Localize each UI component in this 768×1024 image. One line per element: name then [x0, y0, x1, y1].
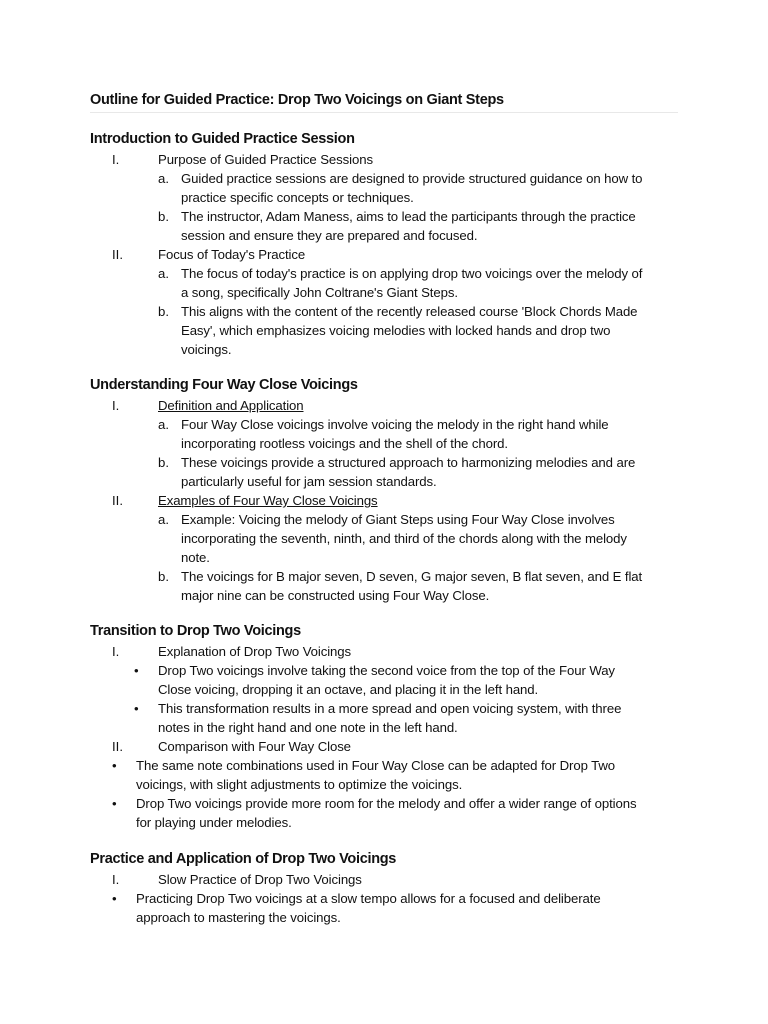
subitem-marker: b.	[158, 569, 169, 584]
bullet-text: Close voicing, dropping it an octave, and placing it in the left hand.	[158, 682, 539, 697]
bullet-icon: •	[112, 796, 117, 811]
item-label: Focus of Today's Practice	[158, 247, 306, 262]
subitem-text: Example: Voicing the melody of Giant Steps using Four Way Close involves	[181, 512, 615, 527]
item-numeral: I.	[112, 644, 120, 659]
subitem-text: particularly useful for jam session standards.	[181, 474, 437, 489]
subitem-text: session and ensure they are prepared and focused.	[181, 228, 478, 243]
subitem-marker: a.	[158, 266, 169, 281]
bullet-text: approach to mastering the voicings.	[136, 910, 341, 925]
subitem-text: incorporating rootless voicings and the shell of the chord.	[181, 436, 508, 451]
subitem-marker: b.	[158, 304, 169, 319]
bullet-text: notes in the right hand and one note in the left hand.	[158, 720, 458, 735]
subitem-text: This aligns with the content of the recently released course 'Block Chords Made	[181, 304, 638, 319]
subitem-text: The instructor, Adam Maness, aims to lead the participants through the practice	[181, 209, 636, 224]
subitem-marker: b.	[158, 209, 169, 224]
bullet-icon: •	[134, 663, 139, 678]
title-divider	[90, 112, 678, 113]
item-numeral: I.	[112, 398, 120, 413]
item-label: Slow Practice of Drop Two Voicings	[158, 872, 362, 887]
item-numeral: II.	[112, 247, 123, 262]
item-label: Examples of Four Way Close Voicings	[158, 493, 378, 508]
item-numeral: II.	[112, 493, 123, 508]
subitem-marker: a.	[158, 171, 169, 186]
subitem-text: The voicings for B major seven, D seven, G major seven, B flat seven, and E flat	[181, 569, 643, 584]
subitem-text: a song, specifically John Coltrane's Giant Steps.	[181, 285, 458, 300]
item-label: Purpose of Guided Practice Sessions	[158, 152, 373, 167]
bullet-icon: •	[112, 758, 117, 773]
subitem-text: Easy', which emphasizes voicing melodies with locked hands and drop two	[181, 323, 611, 338]
subitem-text: major nine can be constructed using Four Way Close.	[181, 588, 490, 603]
subitem-marker: b.	[158, 455, 169, 470]
bullet-icon: •	[112, 891, 117, 906]
section-heading: Transition to Drop Two Voicings	[90, 623, 301, 639]
bullet-text: voicings, with slight adjustments to optimize the voicings.	[136, 777, 463, 792]
bullet-text: Drop Two voicings provide more room for the melody and offer a wider range of options	[136, 796, 637, 811]
section-heading: Introduction to Guided Practice Session	[90, 131, 355, 147]
subitem-text: The focus of today's practice is on applying drop two voicings over the melody of	[181, 266, 643, 281]
bullet-text: Practicing Drop Two voicings at a slow tempo allows for a focused and deliberate	[136, 891, 601, 906]
item-numeral: I.	[112, 872, 120, 887]
subitem-marker: a.	[158, 417, 169, 432]
section-heading: Practice and Application of Drop Two Voicings	[90, 851, 397, 867]
subitem-text: voicings.	[181, 342, 232, 357]
subitem-marker: a.	[158, 512, 169, 527]
bullet-text: The same note combinations used in Four Way Close can be adapted for Drop Two	[136, 758, 616, 773]
document-title: Outline for Guided Practice: Drop Two Voicings on Giant Steps	[90, 92, 504, 108]
item-numeral: I.	[112, 152, 120, 167]
item-label: Definition and Application	[158, 398, 304, 413]
subitem-text: incorporating the seventh, ninth, and third of the chords along with the melody	[181, 531, 627, 546]
item-numeral: II.	[112, 739, 123, 754]
subitem-text: practice specific concepts or techniques.	[181, 190, 414, 205]
subitem-text: Four Way Close voicings involve voicing the melody in the right hand while	[181, 417, 609, 432]
bullet-text: Drop Two voicings involve taking the second voice from the top of the Four Way	[158, 663, 615, 678]
subitem-text: note.	[181, 550, 210, 565]
section-heading: Understanding Four Way Close Voicings	[90, 377, 358, 393]
item-label: Explanation of Drop Two Voicings	[158, 644, 352, 659]
bullet-text: for playing under melodies.	[136, 815, 292, 830]
bullet-icon: •	[134, 701, 139, 716]
bullet-text: This transformation results in a more spread and open voicing system, with three	[158, 701, 622, 716]
item-label: Comparison with Four Way Close	[158, 739, 351, 754]
subitem-text: Guided practice sessions are designed to provide structured guidance on how to	[181, 171, 643, 186]
subitem-text: These voicings provide a structured approach to harmonizing melodies and are	[181, 455, 636, 470]
